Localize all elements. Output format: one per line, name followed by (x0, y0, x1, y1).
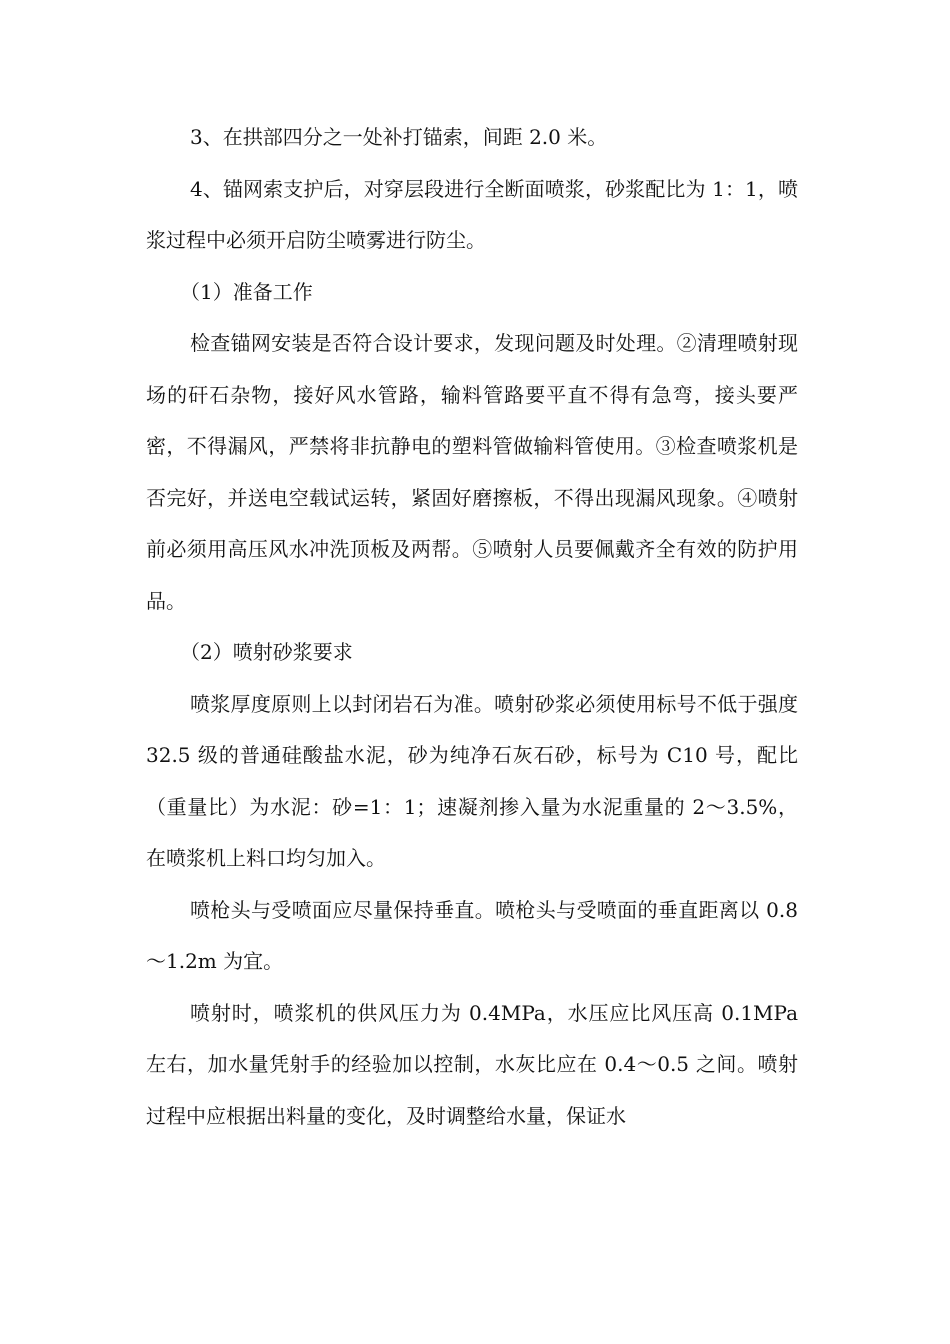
document-page (146, 112, 798, 1142)
paragraph-spraying-pressure: 喷射时，喷浆机的供风压力为 0.4MPa，水压应比风压高 0.1MPa 左右，加水量凭射手的经验加以控制，水灰比应在 0.4～0.5 之间。喷射过程中应根据出料量的变化，及时调整给水量，保证水 (146, 1000, 798, 1128)
heading-mortar-requirements: （2）喷射砂浆要求 (180, 640, 353, 664)
paragraph-preparation-steps: 检查锚网安装是否符合设计要求，发现问题及时处理。②清理喷射现场的矸石杂物，接好风水管路，输料管路要平直不得有急弯，接头要严密，不得漏风，严禁将非抗静电的塑料管做输料管使用。③检查喷浆机是否完好，并送电空载试运转，紧固好磨擦板，不得出现漏风现象。④喷射前必须用高压风水冲洗顶板及两帮。⑤喷射人员要佩戴齐全有效的防护用品。 (146, 331, 798, 613)
paragraph-nozzle-distance: 喷枪头与受喷面应尽量保持垂直。喷枪头与受喷面的垂直距离以 0.8～1.2m 为宜。 (146, 897, 798, 973)
paragraph-full-section-shotcrete: 4、锚网索支护后，对穿层段进行全断面喷浆，砂浆配比为 1：1，喷浆过程中必须开启防尘喷雾进行防尘。 (146, 176, 798, 252)
heading-preparation-work: （1）准备工作 (180, 279, 313, 304)
paragraph-mortar-specification: 喷浆厚度原则上以封闭岩石为准。喷射砂浆必须使用标号不低于强度 32.5 级的普通硅酸盐水泥，砂为纯净石灰石砂，标号为 C10 号，配比（重量比）为水泥：砂=1：1；速凝剂掺入量为水泥重量的 2～3.5%，在喷浆机上料口均匀加入。 (146, 691, 798, 870)
paragraph-anchor-cable-spacing: 3、在拱部四分之一处补打锚索，间距 2.0 米。 (190, 125, 608, 149)
